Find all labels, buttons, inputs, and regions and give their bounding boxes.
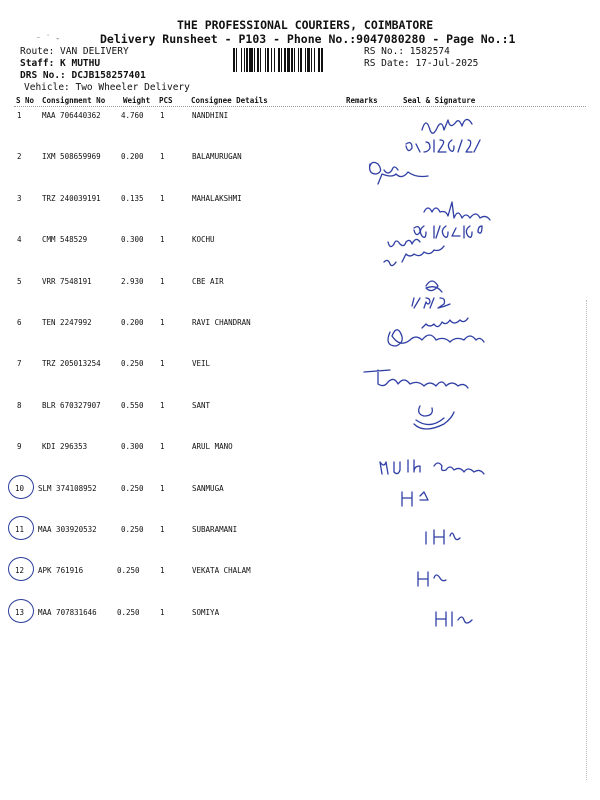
- col-sno: S No: [16, 96, 35, 105]
- runsheet-subtitle: Delivery Runsheet - P103 - Phone No.:9047080280 - Page No.:1: [100, 32, 516, 46]
- scan-speck: ⁻ ˙ ‐: [36, 34, 61, 43]
- cell-consignee: BALAMURUGAN: [192, 152, 242, 162]
- cell-weight: 0.200: [121, 318, 144, 327]
- cell-consignment-no: MAA 707831646: [38, 607, 97, 617]
- signature-row-6: [388, 330, 484, 346]
- cell-sno: 2: [17, 152, 22, 162]
- col-remarks: Remarks: [346, 96, 378, 105]
- cell-pcs: 1: [160, 566, 165, 576]
- cell-sno: 9: [17, 442, 22, 452]
- cell-sno: 5: [17, 276, 22, 286]
- rs-number: RS No.: 1582574: [364, 46, 450, 57]
- scan-edge: [586, 300, 588, 780]
- signature-row-10: [402, 492, 428, 506]
- cell-pcs: 1: [160, 525, 165, 534]
- cell-consignee: CBE AIR: [192, 276, 224, 286]
- cell-consignment-no: SLM 374108952: [38, 483, 97, 493]
- col-pcs: PCS: [159, 96, 173, 105]
- cell-consignment-no: MAA 706440362: [42, 111, 101, 120]
- route-label: Route: VAN DELIVERY: [20, 46, 129, 57]
- company-title: THE PROFESSIONAL COURIERS, COIMBATORE: [177, 18, 434, 32]
- cell-pcs: 1: [160, 235, 165, 245]
- col-consignment: Consignment No: [42, 96, 106, 105]
- signature-row-9: [380, 460, 484, 474]
- cell-pcs: 1: [160, 152, 165, 162]
- signature-row-3: [424, 202, 490, 220]
- cell-pcs: 1: [160, 111, 165, 120]
- cell-consignment-no: APK 761916: [38, 566, 84, 576]
- cell-sno: 6: [17, 318, 22, 327]
- cell-consignment-no: TEN 2247992: [42, 318, 92, 327]
- barcode: [233, 48, 359, 72]
- cell-consignee: VEKATA CHALAM: [192, 566, 251, 576]
- cell-sno: 11: [15, 525, 25, 534]
- cell-weight: 0.135: [121, 193, 144, 203]
- signature-ink-layer: [360, 100, 590, 640]
- staff-label: Staff: K MUTHU: [20, 58, 101, 69]
- cell-weight: 0.250: [117, 607, 140, 617]
- cell-sno: 4: [17, 235, 22, 245]
- signature-row-1-number: [406, 140, 480, 152]
- signature-row-4: [384, 239, 444, 265]
- signature-row-2: [370, 162, 428, 184]
- cell-weight: 0.250: [117, 566, 140, 576]
- cell-weight: 0.550: [121, 400, 144, 410]
- signature-row-7: [364, 370, 468, 388]
- cell-sno: 1: [17, 111, 22, 120]
- signature-row-6-tail: [422, 318, 468, 328]
- signature-row-11: [426, 530, 460, 544]
- cell-sno: 10: [15, 483, 25, 493]
- cell-pcs: 1: [160, 318, 165, 327]
- cell-weight: 0.250: [121, 359, 144, 369]
- cell-consignment-no: IXM 508659969: [42, 152, 101, 162]
- cell-pcs: 1: [160, 276, 165, 286]
- cell-consignee: SANMUGA: [192, 483, 224, 493]
- signature-row-8: [414, 406, 454, 429]
- sno-circle-mark: [8, 599, 34, 623]
- sno-circle-mark: [8, 557, 34, 581]
- signature-row-5: [412, 281, 450, 308]
- sno-circle-mark: [8, 516, 34, 540]
- cell-weight: 2.930: [121, 276, 144, 286]
- col-seal-signature: Seal & Signature: [403, 96, 476, 105]
- cell-weight: 4.760: [121, 111, 144, 120]
- signature-row-1: [422, 119, 472, 133]
- cell-consignment-no: TRZ 205013254: [42, 359, 101, 369]
- cell-consignee: RAVI CHANDRAN: [192, 318, 251, 327]
- cell-pcs: 1: [160, 607, 165, 617]
- cell-consignment-no: TRZ 240039191: [42, 193, 101, 203]
- signature-row-12: [418, 572, 446, 586]
- cell-pcs: 1: [160, 400, 165, 410]
- cell-consignee: KOCHU: [192, 235, 215, 245]
- col-weight: Weight: [123, 96, 151, 105]
- cell-sno: 7: [17, 359, 22, 369]
- cell-consignment-no: MAA 303920532: [38, 525, 97, 534]
- barcode-gap: [323, 48, 324, 72]
- cell-consignment-no: BLR 670327907: [42, 400, 101, 410]
- rs-date: RS Date: 17-Jul-2025: [364, 58, 479, 69]
- signature-row-3-number: [414, 226, 482, 238]
- cell-sno: 13: [15, 607, 25, 617]
- cell-weight: 0.250: [121, 483, 144, 493]
- cell-consignee: SOMIYA: [192, 607, 220, 617]
- cell-consignment-no: VRR 7548191: [42, 276, 92, 286]
- cell-weight: 0.250: [121, 525, 144, 534]
- cell-weight: 0.200: [121, 152, 144, 162]
- cell-consignee: ARUL MANO: [192, 442, 233, 452]
- cell-pcs: 1: [160, 483, 165, 493]
- drs-number: DRS No.: DCJB158257401: [20, 70, 146, 81]
- cell-sno: 8: [17, 400, 22, 410]
- cell-consignment-no: CMM 548529: [42, 235, 88, 245]
- cell-consignee: SANT: [192, 400, 211, 410]
- cell-pcs: 1: [160, 442, 165, 452]
- sno-circle-mark: [8, 475, 34, 499]
- col-consignee: Consignee Details: [191, 96, 268, 105]
- cell-pcs: 1: [160, 359, 165, 369]
- cell-consignee: MAHALAKSHMI: [192, 193, 242, 203]
- cell-consignee: NANDHINI: [192, 111, 229, 120]
- cell-pcs: 1: [160, 193, 165, 203]
- cell-consignee: SUBARAMANI: [192, 525, 238, 534]
- cell-sno: 12: [15, 566, 25, 576]
- vehicle-label: Vehicle: Two Wheeler Delivery: [24, 82, 190, 93]
- cell-consignee: VEIL: [192, 359, 211, 369]
- signature-row-13: [436, 612, 472, 626]
- cell-sno: 3: [17, 193, 22, 203]
- cell-consignment-no: KDI 296353: [42, 442, 88, 452]
- cell-weight: 0.300: [121, 442, 144, 452]
- cell-weight: 0.300: [121, 235, 144, 245]
